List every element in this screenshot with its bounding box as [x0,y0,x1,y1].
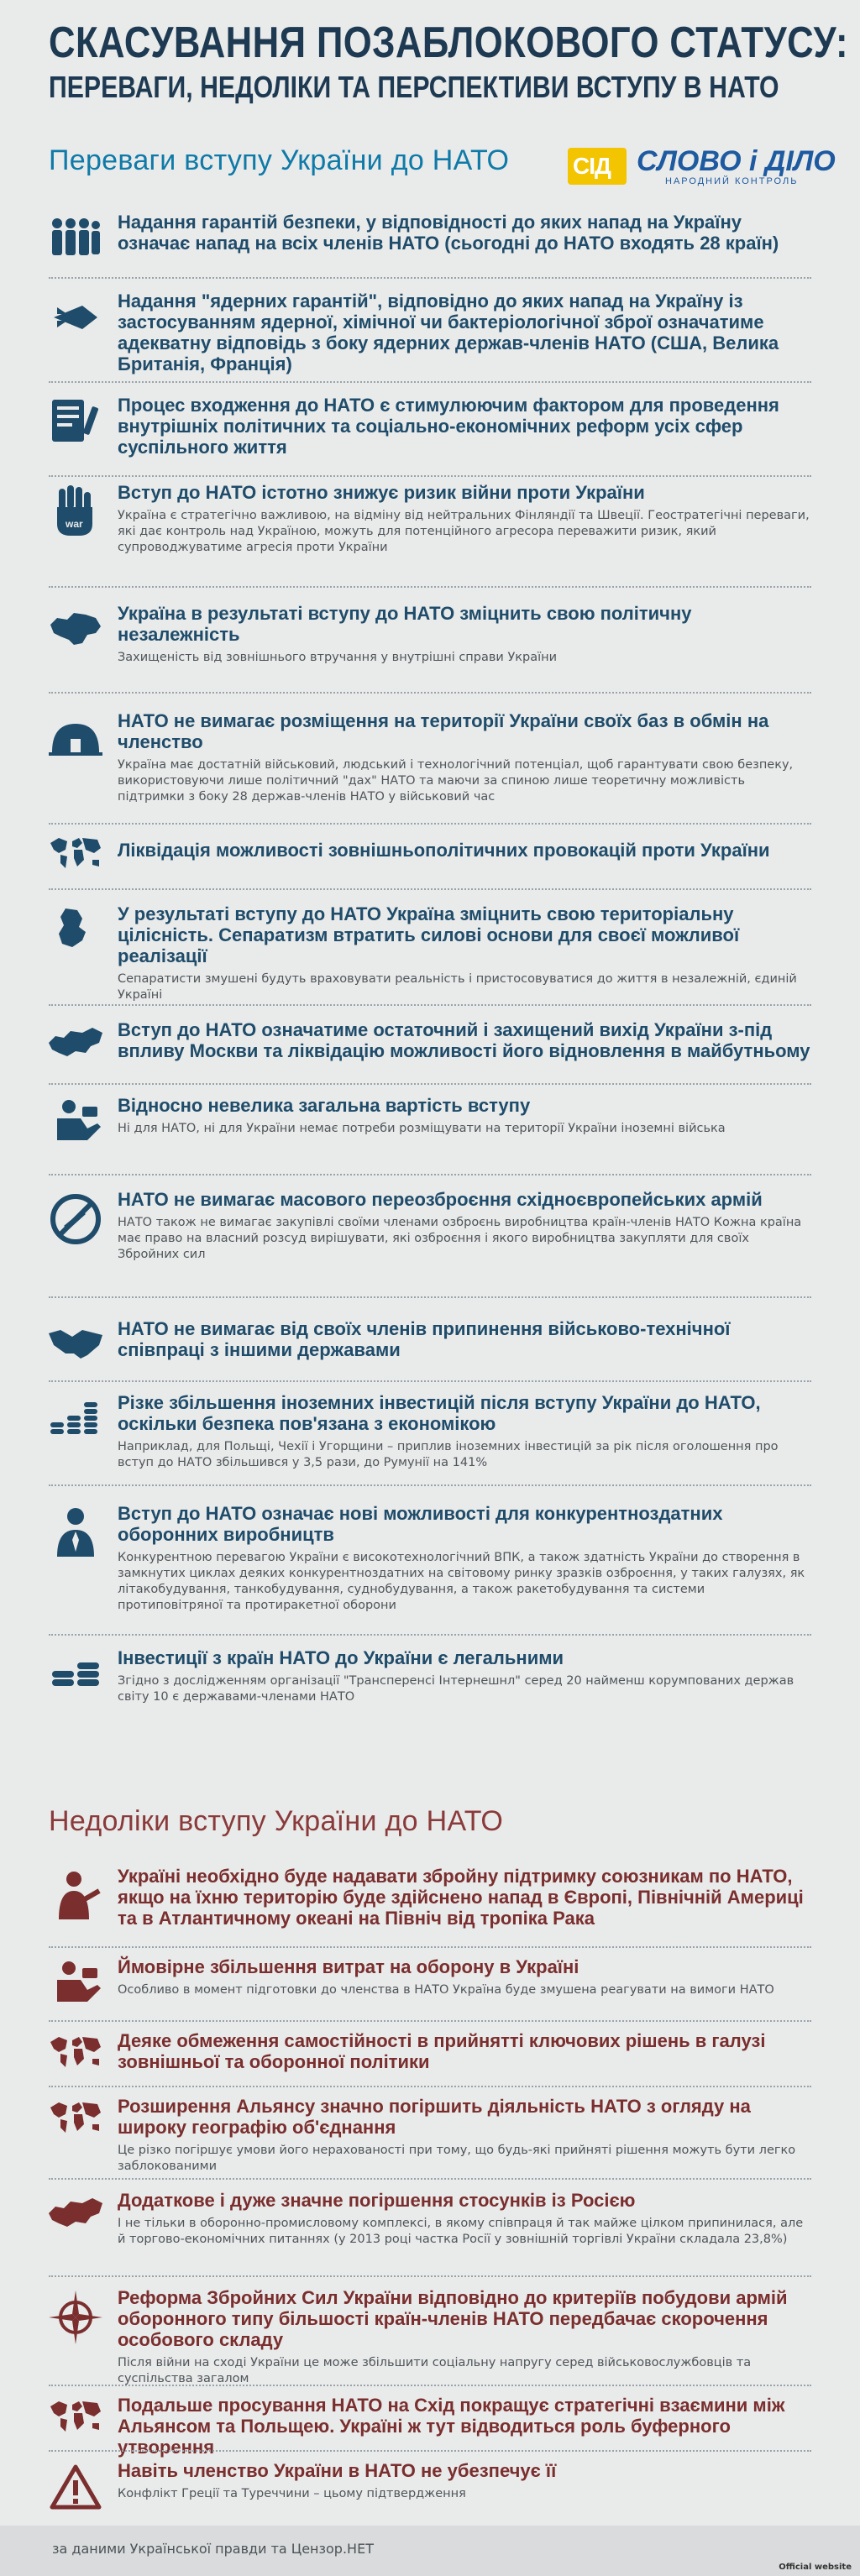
cons-item-8-head: Навіть членство України в НАТО не убезпечує її [118,2460,557,2481]
cons-item-8 [49,2460,811,2516]
pros-item-8-desc: Сепаратисти змушені будуть враховувати реальність і пристосовуватися до життя в незалежній, єдиній Україні [118,972,797,1002]
warning-icon [49,2463,102,2511]
cons-item-6-head: Реформа Збройних Сил України відповідно до критеріїв побудови армій оборонного типу більшості країн-членів НАТО передбачає скорочення особового складу [118,2287,788,2350]
cons-item-7 [49,2395,811,2458]
pros-item-7-head: Ліквідація можливості зовнішньополітичних провокацій проти України [118,840,770,861]
pros-item-12-head: НАТО не вимагає від своїх членів припинення військово-технічної співпраці з іншими державами [118,1318,731,1360]
money-hand-icon [49,1960,102,2007]
pros-item-6-desc: Україна має достатній військовий, людський і технологічний потенціал, щоб гарантувати свою безпеку, використовуючи лише політичний "дах" НАТО та маючи за спиною лише теоретичну можливість підтримки з боку 28 держав-членів НАТО у військовий час [118,758,794,804]
cons-item-4-desc: Це різко погіршує умови його нерахованості при тому, що будь-які прийняті рішення можуть бути легко заблокованими [118,2144,796,2173]
divider [49,1634,811,1636]
coin-stack-icon [49,1651,102,1698]
pros-item-1-head: Надання гарантій безпеки, у відповідності до яких напад на Україну означає напад на всіх членів НАТО (сьогодні до НАТО входять 28 країн) [118,212,779,254]
footer [0,2526,860,2576]
source-note: за даними Української правди та Цензор.НЕТ [52,2541,374,2557]
divider [49,381,811,383]
cons-item-2-head: Ймовірне збільшення витрат на оборону в Україні [118,1956,579,1977]
pros-item-10 [49,1095,811,1162]
cons-item-3-head: Деяке обмеження самостійності в прийнятті ключових рішень в галузі зовнішньої та оборонної політики [118,2030,766,2072]
pros-item-5 [49,603,811,677]
divider [49,2086,811,2087]
pros-item-15-head: Інвестиції з країн НАТО до України є легальними [118,1647,564,1668]
slovo-i-dilo-logo[interactable] [568,141,836,191]
pros-item-14 [49,1503,811,1620]
pros-item-4 [49,482,811,574]
pros-item-8 [49,903,811,1002]
divider [49,2178,811,2180]
pros-item-13 [49,1392,811,1476]
money-hand-icon [49,1098,102,1145]
cons-item-2 [49,1956,811,2015]
divider [49,277,811,279]
pros-item-13-head: Різке збільшення іноземних інвестицій після вступу України до НАТО, оскільки безпека пов'язана з економікою [118,1392,761,1434]
cons-item-5-desc: І не тільки в оборонно-промисловому комплексі, в якому співпраця й так майже цілком припинилася, але й торгово-економічних питаннях (у 2013 році частка Росії у зовнішній торгівлі України складала 23,8%) [118,2217,804,2246]
cons-item-2-desc: Особливо в момент підготовки до членства в НАТО Україна буде змушена реагувати на вимоги НАТО [118,1983,774,1997]
soldier-icon [49,1869,102,1916]
pros-item-1 [49,212,811,265]
official-website-link[interactable]: Official website [779,2563,852,2572]
pros-item-2 [49,291,811,374]
cons-item-4-head: Розширення Альянсу значно погіршить діяльність НАТО з огляду на широку географію об'єднання [118,2096,751,2138]
pros-item-2-head: Надання "ядерних гарантій", відповідно до яких напад на Україну із застосуванням ядерної, хімічної чи бактеріологічної зброї означатиме адекватну відповідь з боку ядерних держав-членів НАТО (США, Велика Британія, Франція) [118,291,779,374]
pros-item-14-head: Вступ до НАТО означає нові можливості для конкурентноздатних оборонних виробництв [118,1503,723,1545]
divider [49,888,811,890]
divider [49,1296,811,1298]
pros-item-4-head: Вступ до НАТО істотно знижує ризик війни проти України [118,482,645,503]
world-map-icon [49,2398,102,2445]
pros-section-title: Переваги вступу України до НАТО [49,144,510,176]
cons-item-3 [49,2030,811,2081]
pros-item-13-desc: Наприклад, для Польщі, Чехії і Угорщини – приплив іноземних інвестицій за рік після оголошення про вступ до НАТО збільшився у 3,5 рази, до Румунії на 141% [118,1440,779,1469]
divider [49,1946,811,1948]
divider [49,1174,811,1175]
pros-item-5-head: Україна в результаті вступу до НАТО зміцнить свою політичну незалежність [118,603,692,645]
cons-item-5-head: Додаткове і дуже значне погіршення стосунків із Росією [118,2190,636,2211]
divider [49,1380,811,1382]
pros-item-11 [49,1189,811,1283]
stop-war-hand-icon [49,485,102,532]
title-line-2: ПЕРЕВАГИ, НЕДОЛІКИ ТА ПЕРСПЕКТИВИ ВСТУПУ В НАТО [49,70,779,104]
cons-item-5 [49,2190,811,2265]
divider [49,2385,811,2386]
divider [49,475,811,477]
cons-item-6 [49,2287,811,2385]
divider [49,692,811,694]
coins-icon [49,1395,102,1442]
cons-item-1 [49,1866,811,1943]
logo-name: СЛОВО і ДІЛО [637,145,836,177]
divider [49,1083,811,1085]
russia-map-icon [49,2193,102,2240]
world-map-icon [49,2034,102,2081]
nato-star-icon [49,2291,102,2338]
cons-item-4 [49,2096,811,2171]
logo-subtitle: НАРОДНИЙ КОНТРОЛЬ [665,176,799,186]
divider [49,2450,811,2452]
svg-text:war: war [66,518,83,530]
pros-item-11-desc: НАТО також не вимагає закупівлі своїми членами озброєнь виробництва країн-членів НАТО Кожна країна має право на власний розсуд вирішувати, які озброєння і якого виробництва закупляти для своїх Збройних сил [118,1216,802,1261]
pros-item-7 [49,840,811,877]
pros-item-12 [49,1318,811,1369]
ukraine-map-icon [49,606,102,653]
missile-icon [49,294,102,341]
pros-item-9-head: Вступ до НАТО означатиме остаточний і захищений вихід України з-під впливу Москви та ліквідацію можливості його відновлення в майбутньому [118,1019,810,1061]
pros-item-8-head: У результаті вступу до НАТО Україна зміцнить свою територіальну цілісність. Сепаратизм втратить силові основи для своєї можливої реалізації [118,903,740,966]
pros-item-15-desc: Згідно з дослідженням організації "Трансперенсі Інтернешнл" серед 20 найменш корумпованих держав світу 10 є державами-членами НАТО [118,1674,794,1704]
pros-item-4-desc: Україна є стратегічно важливою, на відміну від нейтральних Фінляндії та Швеції. Геостратегічні переваги, які дає контроль над Україною, можуть для потенційного агресора переважити ризик, який супроводжуватиме агресія проти України [118,509,810,554]
cons-item-7-head: Подальше просування НАТО на Схід покращує стратегічні взаємини між Альянсом та Польщею. Україні ж тут відводиться роль буферного утворення [118,2395,785,2458]
pros-item-9 [49,1019,811,1073]
cons-item-8-desc: Конфлікт Греції та Туреччини – цьому підтвердження [118,2487,466,2500]
no-weapons-icon [49,1192,102,1239]
pros-item-14-desc: Конкурентною перевагою України є високотехнологічний ВПК, а також здатність України до створення в замкнутих циклах деяких конкурентноздатних на світовому ринку зразків озброєння, у таких галузях, як літакобудування, танкобудування, суднобудування, а також ракетобудування та системи протиповітряної та протиракетної оборони [118,1551,805,1612]
pros-item-5-desc: Захищеність від зовнішнього втручання у внутрішні справи України [118,651,558,664]
divider [49,2275,811,2277]
title-line-1: СКАСУВАННЯ ПОЗАБЛОКОВОГО СТАТУСУ: [49,18,848,67]
cons-item-1-head: Україні необхідно буде надавати збройну підтримку союзникам по НАТО, якщо на їхню територію буде здійснено напад в Європі, Північній Америці та в Атлантичному океані на Північ від тропіка Рака [118,1866,804,1929]
handshake-icon [49,1322,102,1369]
russia-map-icon [49,1023,102,1070]
soldiers-icon [49,215,102,262]
world-map-icon [49,835,102,882]
pros-item-6 [49,710,811,811]
pros-item-15 [49,1647,811,1715]
pros-item-3-head: Процес входження до НАТО є стимулюючим фактором для проведення внутрішніх політичних та соціально-економічних реформ усіх сфер суспільного життя [118,395,779,458]
crimea-map-icon [49,907,102,954]
divider [49,586,811,588]
cons-section-title: Недоліки вступу України до НАТО [49,1805,504,1837]
divider [49,823,811,825]
military-base-icon [49,714,102,761]
pros-item-10-head: Відносно невелика загальна вартість вступу [118,1095,531,1116]
logo-mark: СІД [568,148,627,185]
cons-item-6-desc: Після війни на сході України це може збільшити соціальну напругу серед військовослужбовців та суспільства загалом [118,2356,752,2385]
divider [49,1484,811,1486]
divider [49,1004,811,1006]
reform-document-icon [49,398,102,445]
pros-item-3 [49,395,811,470]
divider [49,2020,811,2022]
pros-item-11-head: НАТО не вимагає масового переозброєння східноєвропейських армій [118,1189,763,1210]
page-title [49,18,848,107]
pros-item-6-head: НАТО не вимагає розміщення на території України своїх баз в обмін на членство [118,710,769,752]
pros-item-10-desc: Ні для НАТО, ні для України немає потреби розміщувати на території України іноземні війська [118,1122,726,1135]
businessman-icon [49,1506,102,1553]
world-map-icon [49,2099,102,2146]
